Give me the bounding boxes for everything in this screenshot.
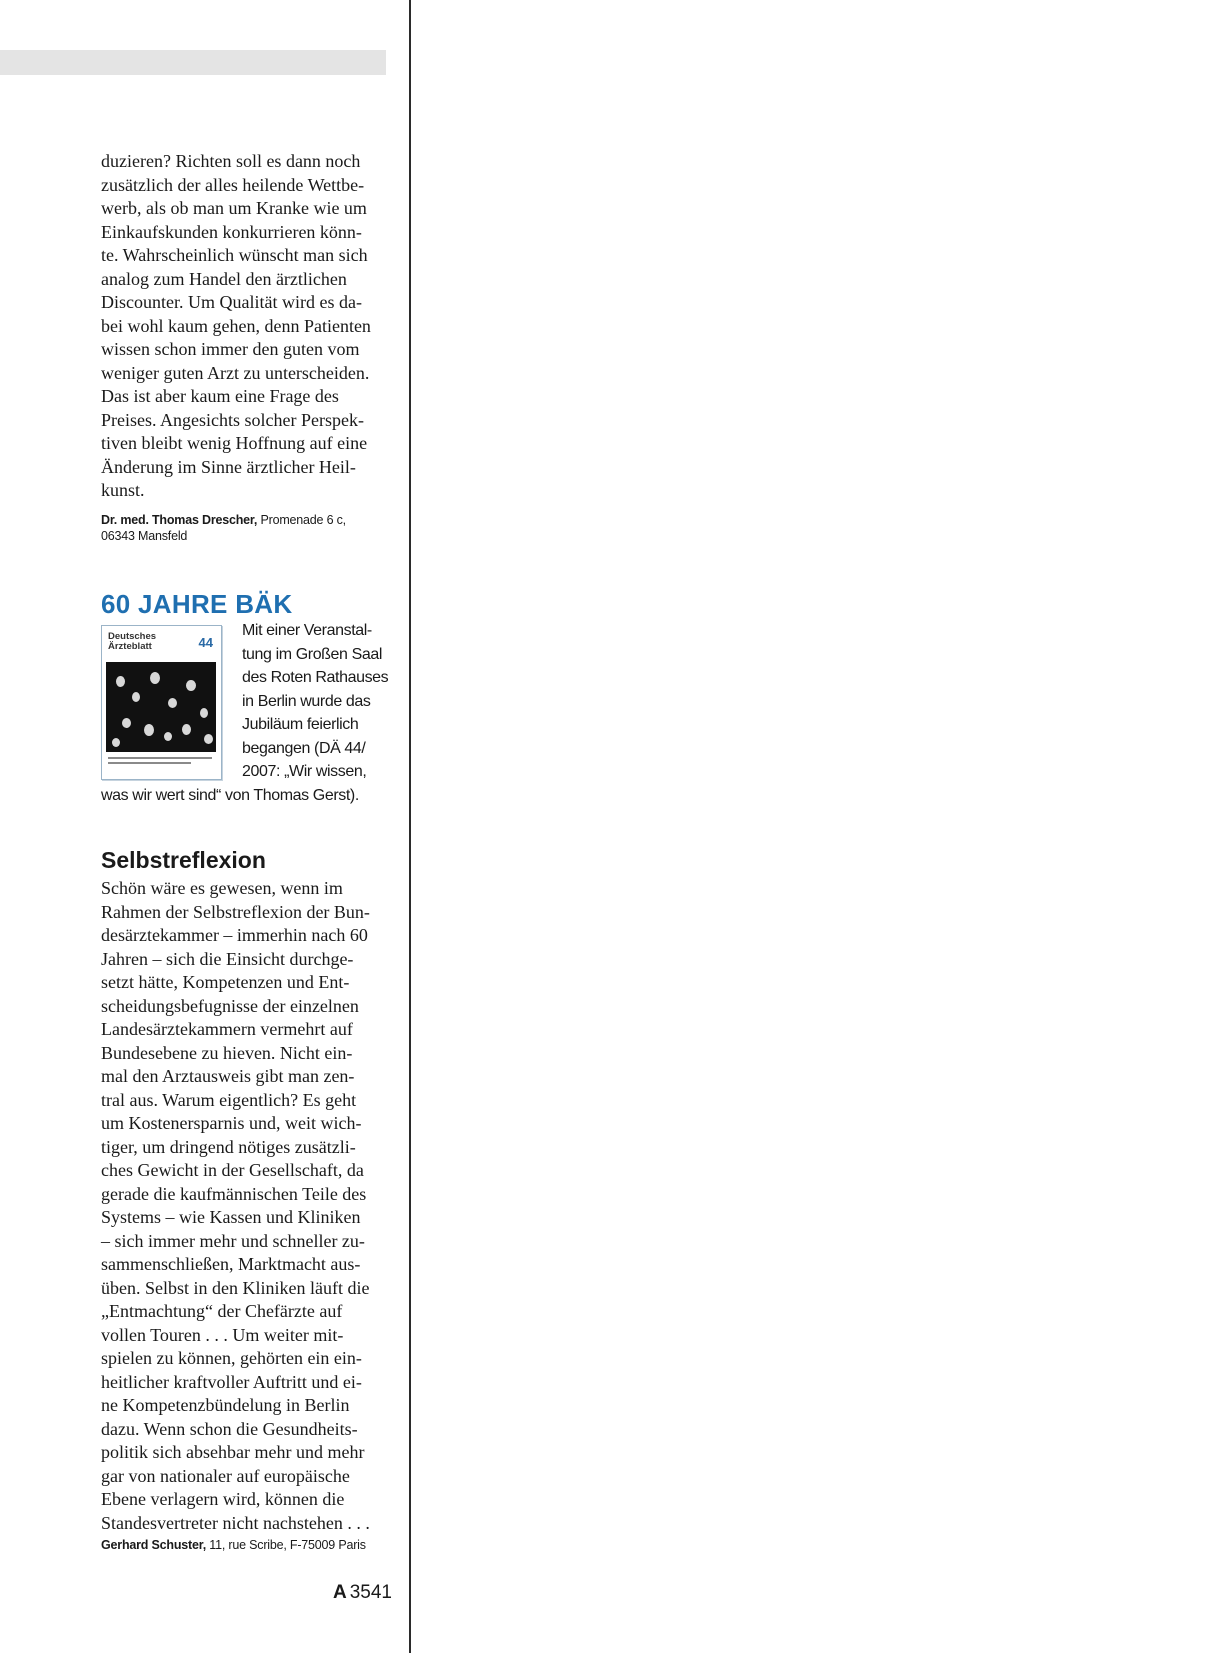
text-line: dazu. Wenn schon die Gesundheits-	[101, 1418, 358, 1439]
letter-continued	[101, 150, 385, 544]
text-line: ne Kompetenzbündelung in Berlin	[101, 1395, 350, 1415]
author-address: 11, rue Scribe, F-75009 Paris	[209, 1538, 366, 1552]
header-bar	[0, 50, 386, 75]
text-line: politik sich absehbar mehr und mehr	[101, 1442, 365, 1462]
text-line: spielen zu können, gehörten ein ein-	[101, 1348, 362, 1368]
text-line: gerade die kaufmännischen Teile des	[101, 1183, 367, 1204]
text-line: „Entmachtung“ der Chefärzte auf	[101, 1301, 343, 1321]
author-name: Gerhard Schuster,	[101, 1538, 206, 1552]
text-line: gar von nationaler auf europäische	[101, 1465, 350, 1486]
text-line: üben. Selbst in den Kliniken läuft die	[101, 1277, 370, 1298]
text-line: te. Wahrscheinlich wünscht man sich	[101, 245, 368, 265]
text-line: Ebene verlagern wird, können die	[101, 1489, 345, 1509]
text-line: bei wohl kaum gehen, denn Patienten	[101, 315, 371, 336]
text-line: Preises. Angesichts solcher Perspek-	[101, 409, 364, 430]
text-line: sammenschließen, Marktmacht aus-	[101, 1254, 361, 1274]
text-line: Mit einer Veranstal-	[242, 622, 372, 639]
text-line: tiven bleibt wenig Hoffnung auf eine	[101, 433, 368, 453]
text-line: analog zum Handel den ärztlichen	[101, 268, 347, 289]
column-divider	[409, 0, 411, 1653]
cover-title: Deutsches Ärzteblatt	[108, 631, 157, 652]
text-line: Jubiläum feierlich	[242, 716, 359, 733]
text-line: Schön wäre es gewesen, wenn im	[101, 878, 343, 898]
text-line: Einkaufskunden konkurrieren könn-	[101, 221, 362, 242]
text-line: – sich immer mehr und schneller zu-	[101, 1230, 365, 1251]
text-line: setzt hätte, Kompetenzen und Ent-	[101, 972, 350, 992]
bak-blurb	[101, 619, 387, 807]
text-line: Standesvertreter nicht nachstehen . . .	[101, 1512, 370, 1533]
text-line: Das ist aber kaum eine Frage des	[101, 386, 339, 406]
text-line: Discounter. Um Qualität wird es da-	[101, 292, 362, 312]
page-number	[333, 1582, 392, 1604]
text-line: des Roten Rathauses	[242, 669, 389, 686]
cover-issue-number: 44	[198, 635, 213, 650]
text-line: kunst.	[101, 480, 145, 500]
text-line: ches Gewicht in der Gesellschaft, da	[101, 1160, 364, 1180]
text-line: 2007: „Wir wissen,	[242, 763, 367, 780]
text-line: werb, als ob man um Kranke wie um	[101, 198, 367, 218]
text-line: mal den Arztausweis gibt man zen-	[101, 1066, 355, 1086]
text-line: scheidungsbefugnisse der einzelnen	[101, 995, 359, 1016]
author-signature	[101, 1537, 385, 1553]
text-line: Rahmen der Selbstreflexion der Bun-	[101, 901, 370, 922]
text-line: Bundesebene zu hieven. Nicht ein-	[101, 1042, 353, 1063]
text-line: um Kostenersparnis und, weit wich-	[101, 1113, 362, 1133]
letter-selbstreflexion	[101, 846, 385, 1553]
author-address: Promenade 6 c,	[260, 512, 346, 527]
text-line: begangen (DÄ 44/	[242, 739, 366, 757]
text-line: duzieren? Richten soll es dann noch	[101, 151, 361, 171]
text-line: tung im Großen Saal	[242, 645, 383, 663]
text-line: Systems – wie Kassen und Kliniken	[101, 1207, 361, 1227]
letter-body	[101, 150, 385, 503]
text-line: in Berlin wurde das	[242, 692, 371, 710]
text-line: Jahren – sich die Einsicht durchge-	[101, 948, 354, 969]
text-line: heitlicher kraftvoller Auftritt und ei-	[101, 1371, 362, 1392]
page-prefix: A	[333, 1582, 347, 1603]
text-line: Änderung im Sinne ärztlicher Heil-	[101, 456, 356, 477]
text-line: weniger guten Arzt zu unterscheiden.	[101, 362, 370, 383]
text-line: Landesärztekammern vermehrt auf	[101, 1019, 353, 1039]
text-line: wissen schon immer den guten vom	[101, 339, 360, 359]
page-number-value: 3541	[349, 1582, 393, 1603]
text-line: desärztekammer – immerhin nach 60	[101, 925, 368, 945]
letter-heading: Selbstreflexion	[101, 847, 266, 873]
text-line: zusätzlich der alles heilende Wettbe-	[101, 174, 365, 195]
author-signature	[101, 512, 385, 544]
author-name: Dr. med. Thomas Drescher,	[101, 512, 258, 527]
letter-body	[101, 877, 385, 1535]
text-line: tiger, um dringend nötiges zusätzli-	[101, 1136, 356, 1157]
author-address: 06343 Mansfeld	[101, 528, 188, 543]
section-heading: 60 JAHRE BÄK	[101, 589, 293, 619]
text-line: tral aus. Warum eigentlich? Es geht	[101, 1089, 357, 1110]
text-line: vollen Touren . . . Um weiter mit-	[101, 1324, 344, 1345]
text-line: was wir wert sind“ von Thomas Gerst).	[101, 786, 359, 804]
